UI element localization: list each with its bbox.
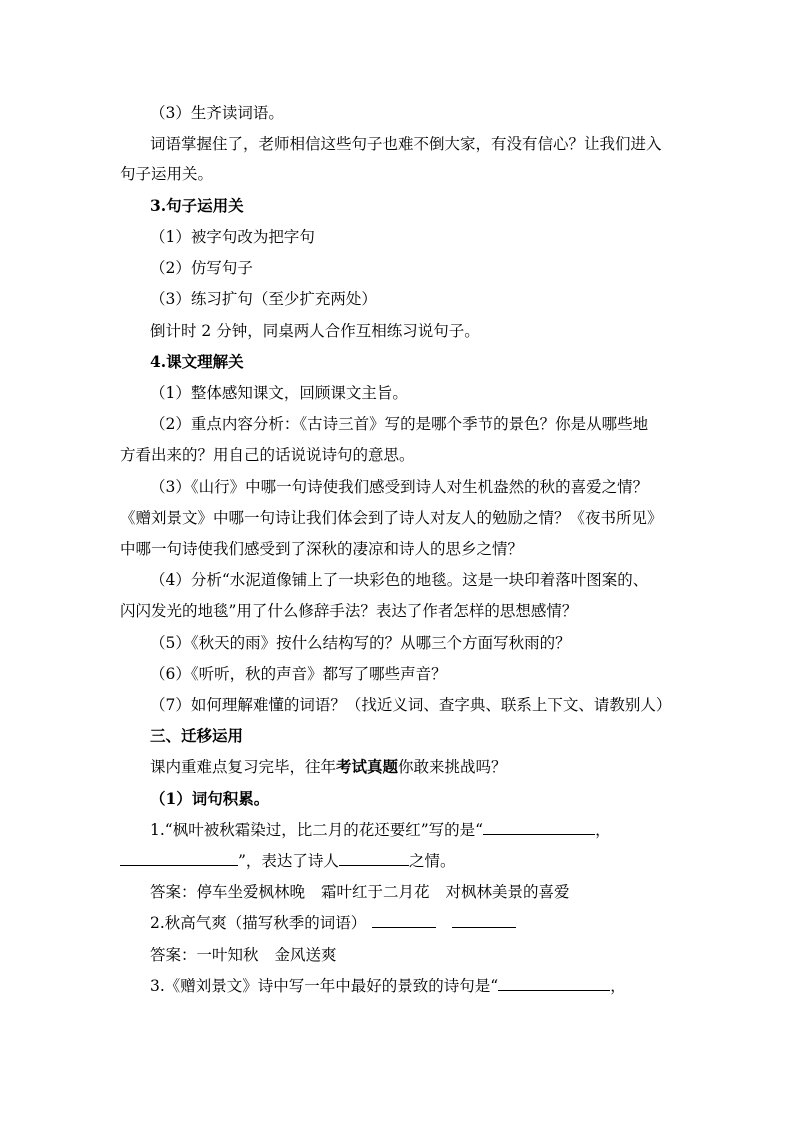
answer-blank[interactable] (498, 976, 610, 991)
question-line (150, 976, 684, 996)
section-heading: 三、迁移运用 (150, 726, 244, 745)
text-span: 课内重难点复习完毕，往年 (150, 758, 337, 776)
text-line: 方看出来的？用自己的话说说诗句的意思。 (120, 446, 415, 464)
section-heading: 3.句子运用关 (150, 196, 244, 215)
text-line: （1）整体感知课文，回顾课文主旨。 (150, 384, 408, 402)
question-text: 1.“枫叶被秋霜染过，比二月的花还要红”写的是“ (150, 821, 484, 839)
text-line: （4）分析“水泥道像铺上了一块彩色的地毯。这是一块印着落叶图案的、 (150, 571, 649, 589)
text-line: 中哪一句诗使我们感受到了深秋的凄凉和诗人的思乡之情？ (120, 540, 524, 558)
question-text: 之情。 (408, 852, 456, 870)
question-line (150, 820, 684, 840)
section-heading: 4.课文理解关 (150, 352, 244, 371)
answer-blank[interactable] (452, 913, 516, 928)
punctuation: ， (595, 821, 611, 839)
text-line: 《赠刘景文》中哪一句诗让我们体会到了诗人对友人的勉励之情？《夜书所见》 (120, 509, 663, 527)
text-line: （3）练习扩句（至少扩充两处） (150, 290, 377, 308)
answer-blank[interactable] (483, 820, 595, 835)
text-line: （2）仿写句子 (150, 259, 253, 277)
text-line: 句子运用关。 (120, 165, 214, 183)
answer-blank[interactable] (339, 851, 409, 866)
punctuation: ， (610, 977, 626, 995)
question-text: 3.《赠刘景文》诗中写一年中最好的景致的诗句是“ (150, 977, 499, 995)
question-line (150, 913, 684, 933)
text-line: （6）《听听，秋的声音》都写了哪些声音？ (150, 665, 447, 683)
text-line: 倒计时 2 分钟，同桌两人合作互相练习说句子。 (150, 322, 480, 340)
text-span: 你敢来挑战吗？ (398, 758, 507, 776)
answer-text: 霜叶红于二月花 (321, 883, 430, 901)
text-line: （7）如何理解难懂的词语？（找近义词、查字典、联系上下文、请教别人） (150, 696, 672, 714)
subsection-heading: （1）词句积累。 (150, 789, 270, 808)
question-text: ”，表达了诗人 (238, 852, 339, 870)
answer-line (150, 882, 684, 902)
text-line: （3）生齐读词语。 (150, 104, 284, 122)
text-line: （3）《山行》中哪一句诗使我们感受到诗人对生机盎然的秋的喜爱之情？ (150, 478, 649, 496)
question-text: 2.秋高气爽（描写秋季的词语） (150, 914, 367, 932)
text-line: 闪闪发光的地毯”用了什么修辞手法？表达了作者怎样的思想感情？ (120, 602, 578, 620)
answer-text: 答案：停车坐爱枫林晚 (150, 883, 306, 901)
text-line: 词语掌握住了，老师相信这些句子也难不倒大家，有没有信心？让我们进入 (150, 135, 662, 153)
answer-blank[interactable] (120, 851, 238, 866)
text-line (150, 757, 684, 777)
answer-blank[interactable] (372, 913, 436, 928)
answer-text: 对枫林美景的喜爱 (445, 883, 570, 901)
question-line (120, 851, 684, 871)
answer-line (150, 945, 684, 965)
text-line: （2）重点内容分析：《古诗三首》写的是哪个季节的景色？你是从哪些地 (150, 415, 649, 433)
text-line: （1）被字句改为把字句 (150, 228, 315, 246)
answer-text: 答案：一叶知秋 (150, 946, 259, 964)
emphasis-text: 考试真题 (336, 757, 399, 776)
answer-text: 金风送爽 (274, 946, 337, 964)
text-line: （5）《秋天的雨》按什么结构写的？从哪三个方面写秋雨的？ (150, 634, 571, 652)
